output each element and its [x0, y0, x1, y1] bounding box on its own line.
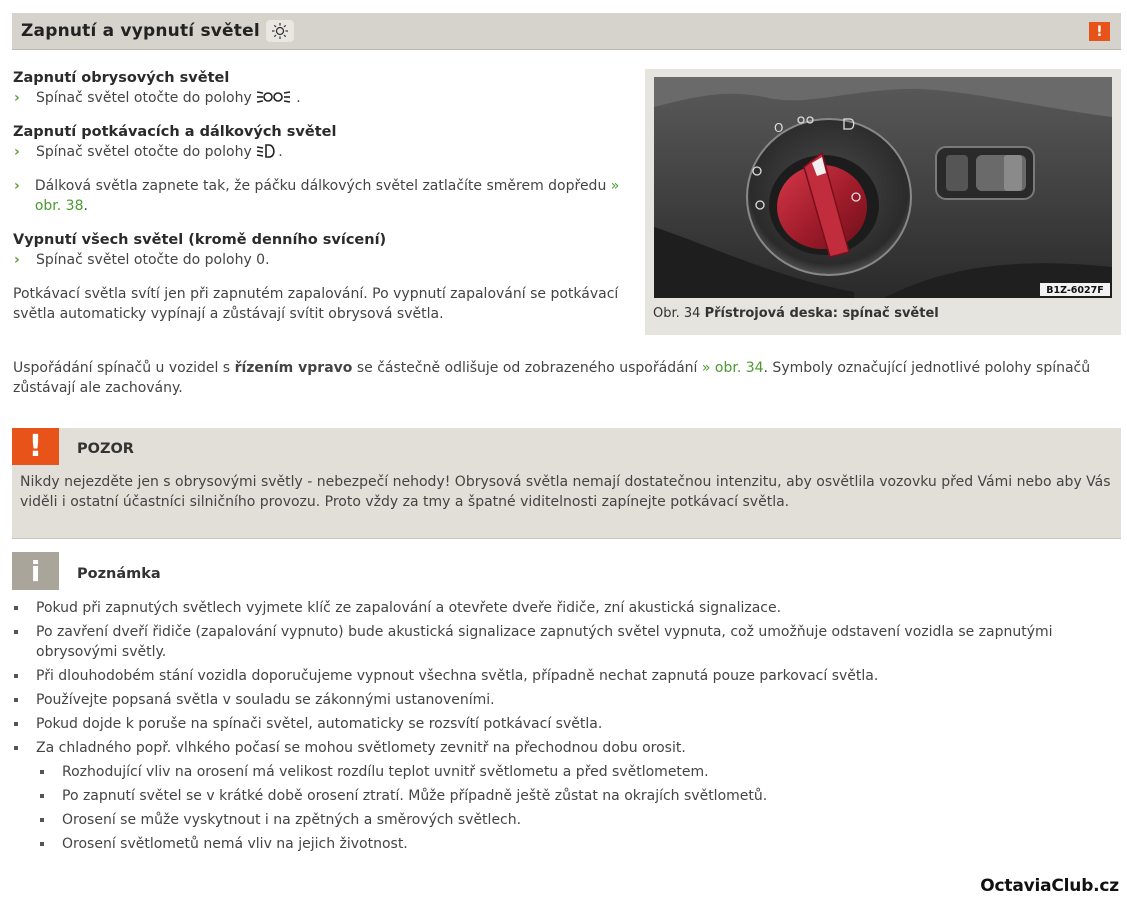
- ignition-paragraph: Potkávací světla svítí jen při zapnutém zapalování. Po vypnutí zapalování se potkávací světla automaticky vypínají a zůstávají svítit obrysová světla.: [13, 286, 619, 322]
- step-chevron-icon: ›: [14, 144, 20, 160]
- warning-text: Nikdy nejezděte jen s obrysovými světly - nebezpečí nehody! Obrysová světla nemají dostatečnou intenzitu, aby osvětlila vozovku před Vámi nebo aby Vás viděli i ostatní účastníci silničního provozu. Proto vždy za tmy a špatné viditelnosti zapínejte potkávací světla.: [20, 474, 1111, 510]
- info-icon: i: [12, 552, 59, 590]
- parking-light-symbol-icon: [256, 89, 296, 105]
- light-switch-photo: [654, 77, 1112, 298]
- low-beam-symbol-icon: [256, 143, 278, 159]
- sub-list-item: Orosení se může vyskytnout i na zpětných a směrových světlech.: [13, 810, 1093, 830]
- lights-off-heading: Vypnutí všech světel (kromě denního svícení): [13, 232, 387, 248]
- list-item: Pokud při zapnutých světlech vyjmete klíč ze zapalování a otevřete dveře řidiče, zní akustická signalizace.: [13, 598, 1093, 618]
- sub-list-item: Po zapnutí světel se v krátké době orosení ztratí. Může případně ještě zůstat na okrajích světlometů.: [13, 786, 1093, 806]
- warning-icon: !: [12, 428, 59, 465]
- section-header: [12, 13, 1121, 50]
- warning-link-icon[interactable]: !: [1089, 22, 1110, 41]
- step-chevron-icon: ›: [14, 252, 20, 268]
- parking-lights-heading: Zapnutí obrysových světel: [13, 70, 230, 86]
- figure-code: B1Z-6027F: [1046, 285, 1104, 296]
- note-title: Poznámka: [77, 566, 161, 582]
- lights-off-step: › Spínač světel otočte do polohy 0.: [14, 252, 270, 268]
- parking-lights-step: › Spínač světel otočte do polohy .: [14, 90, 301, 106]
- site-watermark: OctaviaClub.cz: [980, 876, 1119, 896]
- step-chevron-icon: ›: [14, 90, 20, 106]
- note-list: [13, 598, 1093, 858]
- arrangement-paragraph: Uspořádání spínačů u vozidel s řízením vpravo se částečně odlišuje od zobrazeného uspořádání » obr. 34. Symboly označující jednotlivé polohy spínačů zůstávají ale zachovány.: [13, 360, 1091, 396]
- sub-list-item: Rozhodující vliv na orosení má velikost rozdílu teplot uvnitř světlometu a před světlometem.: [13, 762, 1093, 782]
- page-title: Zapnutí a vypnutí světel: [21, 21, 260, 41]
- list-item: Při dlouhodobém stání vozidla doporučujeme vypnout všechna světla, případně nechat zapnutá pouze parkovací světla.: [13, 666, 1093, 686]
- warning-box: [12, 428, 1121, 539]
- figure-caption: Obr. 34 Přístrojová deska: spínač světel: [653, 306, 939, 321]
- figure-38-link[interactable]: » obr. 38: [34, 178, 620, 214]
- list-item: Pokud dojde k poruše na spínači světel, automaticky se rozsvítí potkávací světla.: [13, 714, 1093, 734]
- low-beam-step: › Spínač světel otočte do polohy .: [14, 144, 283, 160]
- list-item: Po zavření dveří řidiče (zapalování vypnuto) bude akustická signalizace zapnutých světel vypnuta, což umožňuje odstavení vozidla se zapnutými obrysovými světly.: [13, 622, 1093, 662]
- warning-title: POZOR: [77, 441, 134, 457]
- light-sun-icon: [266, 20, 294, 42]
- high-beam-step: › Dálková světla zapnete tak, že páčku dálkových světel zatlačíte směrem dopředu » obr. 38.: [14, 178, 620, 214]
- figure-34-link[interactable]: » obr. 34: [701, 360, 764, 376]
- svg-text:O: O: [774, 121, 784, 135]
- step-chevron-icon: ›: [14, 178, 20, 194]
- low-beam-heading: Zapnutí potkávacích a dálkových světel: [13, 124, 337, 140]
- figure-light-switch: [645, 69, 1121, 335]
- list-item: Za chladného popř. vlhkého počasí se mohou světlomety zevnitř na přechodnou dobu orosit.: [13, 738, 1093, 758]
- instructions-column: [13, 68, 643, 324]
- sub-list-item: Orosení světlometů nemá vliv na jejich životnost.: [13, 834, 1093, 854]
- list-item: Používejte popsaná světla v souladu se zákonnými ustanoveními.: [13, 690, 1093, 710]
